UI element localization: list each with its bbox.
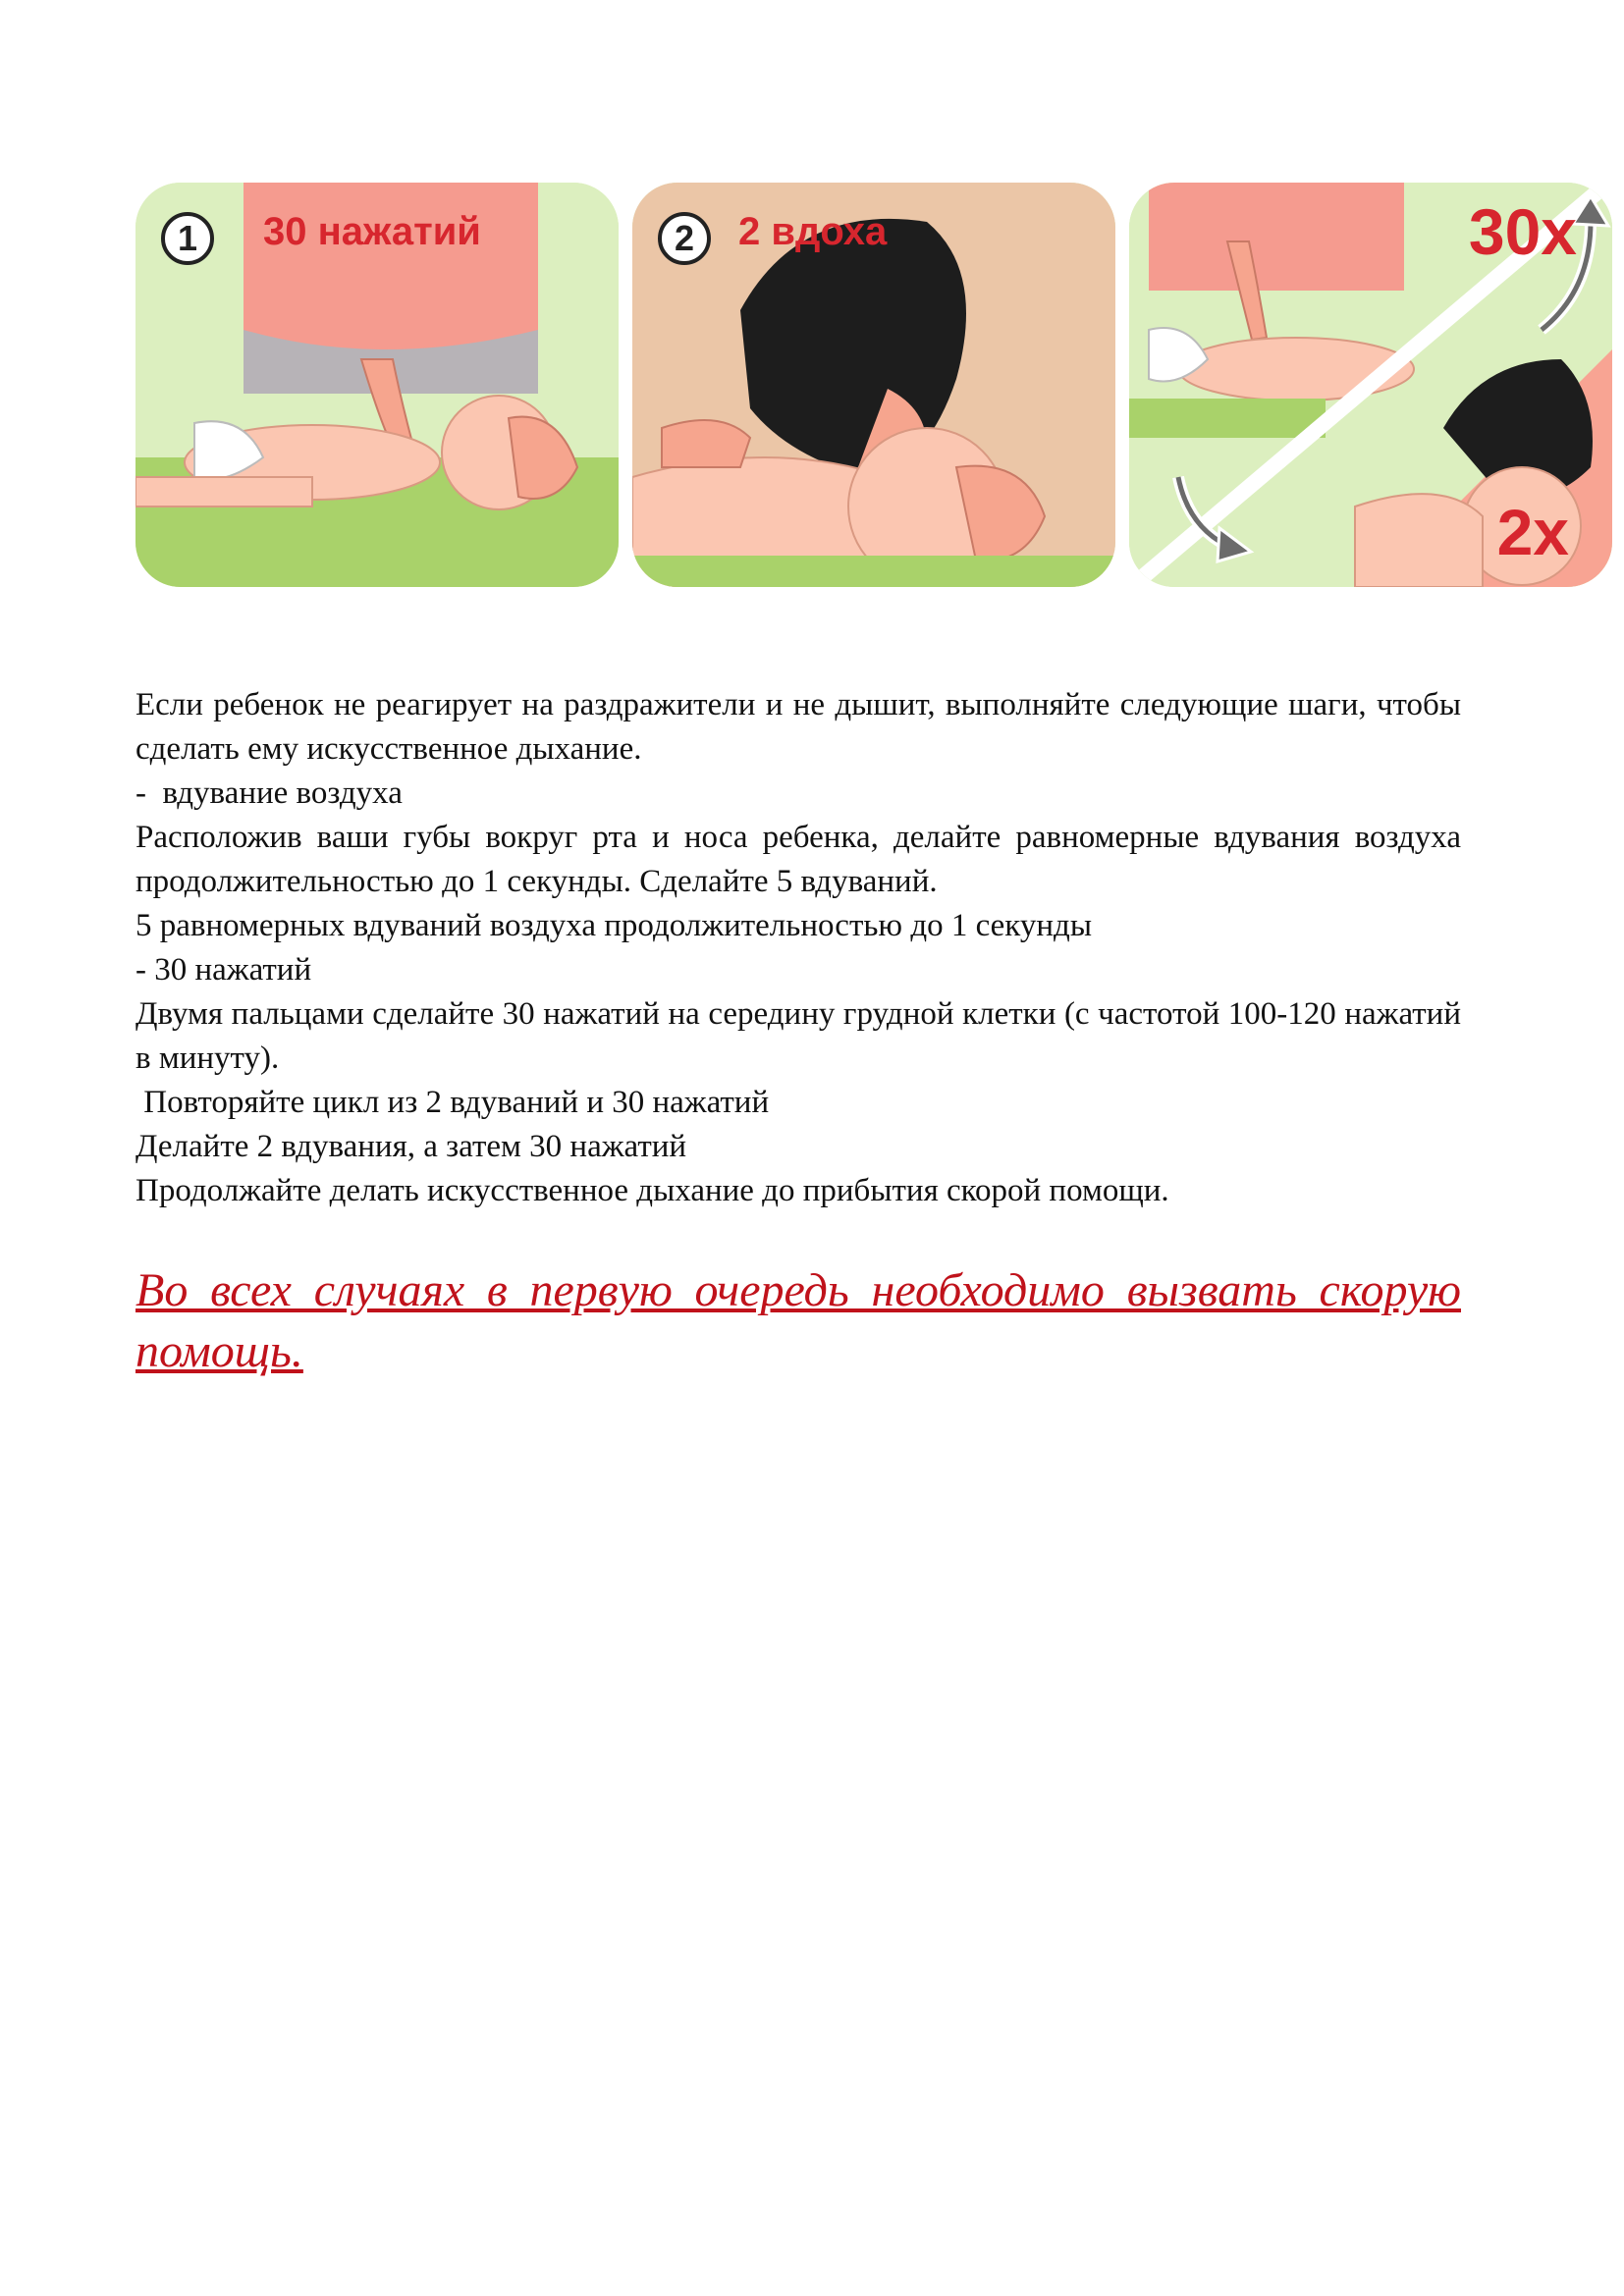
list-item-compressions: - 30 нажатий [135,952,312,988]
panel-label-compressions: 30 нажатий [263,210,481,253]
continue-line: Продолжайте делать искусственное дыхание до прибытия скорой помощи. [135,1173,1169,1208]
repeat-cycle-line: Повторяйте цикл из 2 вдуваний и 30 нажатий [135,1085,770,1120]
breaths-summary: 5 равномерных вдуваний воздуха продолжительностью до 1 секунды [135,908,1092,943]
step-number-badge: 1 [161,212,214,265]
instructions-text [135,683,1461,1213]
panel-compressions [135,183,619,587]
cpr-illustration [135,183,1610,587]
label-2x: 2x [1496,496,1569,568]
panel-cycle [1129,183,1612,587]
label-30x: 30x [1468,195,1577,268]
list-item-breaths: - вдувание воздуха [135,775,403,811]
step-number-badge: 2 [658,212,711,265]
panel-breaths [632,183,1115,587]
emergency-call-warning: Во всех случаях в первую очередь необходимо вызвать скорую помощь. [135,1264,1461,1377]
intro-paragraph: Если ребенок не реагирует на раздражители и не дышит, выполняйте следующие шаги, чтобы сделать ему искусственное дыхание. [135,687,1461,767]
panel-label-breaths: 2 вдоха [738,210,888,253]
repeat-description: Делайте 2 вдувания, а затем 30 нажатий [135,1129,687,1164]
compressions-description: Двумя пальцами сделайте 30 нажатий на середину грудной клетки (с частотой 100-120 нажатий в минуту). [135,996,1461,1076]
breaths-description: Расположив ваши губы вокруг рта и носа ребенка, делайте равномерные вдувания воздуха продолжительностью до 1 секунды. Сделайте 5 вдуваний. [135,820,1461,899]
